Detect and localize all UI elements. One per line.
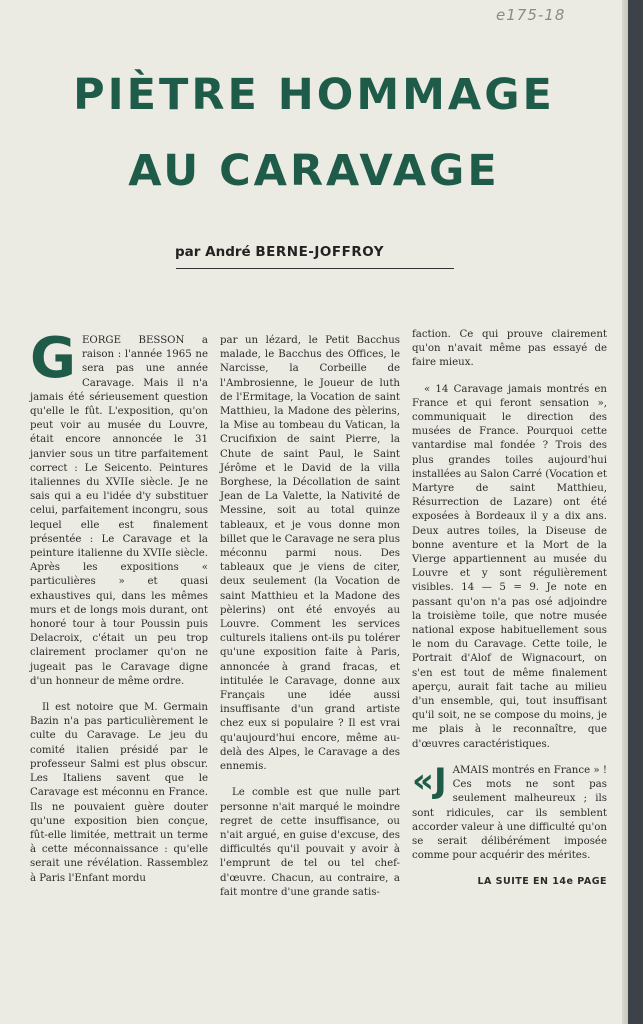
article-column-2 xyxy=(220,334,400,912)
paragraph: Le comble est que nulle part personne n'ait marqué le moindre regret de cette insuffisance, ou n'ait argué, en guise d'excuse, des difficultés qu'il pouvait y avoir à l'emprunt de tel ou tel chef-d'œuvre. Chacun, au contraire, a fait montre d'une grande satis- xyxy=(220,787,400,898)
article-column-3 xyxy=(412,328,607,890)
drop-cap: «J xyxy=(412,760,447,801)
paragraph: « 14 Caravage jamais montrés en France et qui feront sensation », communiquait le direction des musées de France. Pourquoi cette vantardise mal fondée ? Trois des plus grandes toiles aujourd'hui installées au Salon Carré (Vocation et Martyre de saint Matthieu, Résurrection de Lazare) ont été exposées à Bordeaux il y a dix ans. Deux autres toiles, la Diseuse de bonne aventure et la Mort de la Vierge appartiennent au musée du Louvre et y sont régulièrement visibles. 14 — 5 = 9. Je note en passant qu'on n'a pas osé adjoindre la troisième toile, que notre musée national expose habituellement sous le nom du Caravage. Cette toile, le Portrait d'Alof de Wignacourt, on s'en est tout de même finalement aperçu, aurait fait tache au milieu d'un ensemble, qui, tout insuffisant qu'il soit, ne se compose du moins, je me plais à le reconnaître, que d'œuvres caractéristiques. xyxy=(412,383,607,750)
headline-line-1: PIÈTRE HOMMAGE xyxy=(73,70,555,120)
archive-reference-number: e175-18 xyxy=(496,6,566,24)
paragraph: par un lézard, le Petit Bacchus malade, le Bacchus des Offices, le Narcisse, la Corbeille de l'Ambrosienne, le Joueur de luth de l'Ermitage, la Vocation de saint Matthieu, la Madone des pèlerins, la Mise au tombeau du Vatican, la Crucifixion de saint Pierre, la Chute de saint Paul, le Saint Jérôme et le David de la villa Borghese, la Décollation de saint Jean de La Valette, la Nativité de Messine, soit au total quinze tableaux, et je vous donne mon billet que le Caravage ne sera plus méconnu parmi nous. Des tableaux que je viens de citer, deux seulement (la Vocation de saint Matthieu et la Madone des pèlerins) ont été envoyés au Louvre. Comment les services culturels italiens ont-ils pu tolérer qu'une exposition faite à Paris, annoncée à grand fracas, et intitulée le Caravage, donne aux Français une idée aussi insuffisante d'un grand artiste chez eux si populaire ? Il est vrai qu'aujourd'hui encore, même au-delà des Alpes, le Caravage a des ennemis. xyxy=(220,335,400,773)
article-column-1 xyxy=(30,326,208,898)
paragraph-text: EORGE BESSON a raison : l'année 1965 ne sera pas une année Caravage. Mais il n'a jamais été sérieusement question qu'elle le fût. L'exposition, qu'on peut voir au musée du Louvre, était encore annoncée le 31 janvier sous un titre parfaitement correct : Le Seicento. Peintures italiennes du XVIIe siècle. Je ne sais qui a eu l'idée d'y substituer celui, parfaitement incongru, sous lequel elle est finalement présentée : Le Caravage et la peinture italienne du XVIIe siècle. Après les expositions « particulières » et quasi exhaustives qui, dans les mêmes murs et de longs mois durant, ont honoré tour à tour Poussin puis Delacroix, c'était un peu trop clairement proclamer qu'on ne jugeait pas le Caravage digne d'un honneur de même ordre. xyxy=(30,335,208,687)
paragraph xyxy=(412,760,607,863)
drop-cap: G xyxy=(30,326,76,391)
continuation-note: LA SUITE EN 14e PAGE xyxy=(477,876,607,888)
byline-author: BERNE-JOFFROY xyxy=(255,244,385,260)
byline-underline xyxy=(176,268,454,269)
headline-line-2: AU CARAVAGE xyxy=(128,146,500,196)
paragraph: faction. Ce qui prouve clairement qu'on n'avait même pas essayé de faire mieux. xyxy=(412,329,607,369)
paragraph xyxy=(30,326,208,689)
byline xyxy=(175,244,455,260)
paragraph-text: AMAIS montrés en France » ! Ces mots ne sont pas seulement malheureux ; ils sont ridicules, car ils semblent accorder valeur à une difficulté qu'on se serait délibérément imposée comme pour acquérir des mérites. xyxy=(412,764,607,862)
paragraph: Il est notoire que M. Germain Bazin n'a pas particulièrement le culte du Caravage. Le jeu du comité italien présidé par le professeur Salmi est plus obscur. Les Italiens savent que le Caravage est méconnu en France. Ils ne pouvaient guère douter qu'une exposition bien conçue, fût-elle limitée, mettrait un terme à cette méconnaissance : qu'elle serait une révélation. Rassemblez à Paris l'Enfant mordu xyxy=(30,702,208,884)
byline-prefix: par André xyxy=(175,244,251,260)
